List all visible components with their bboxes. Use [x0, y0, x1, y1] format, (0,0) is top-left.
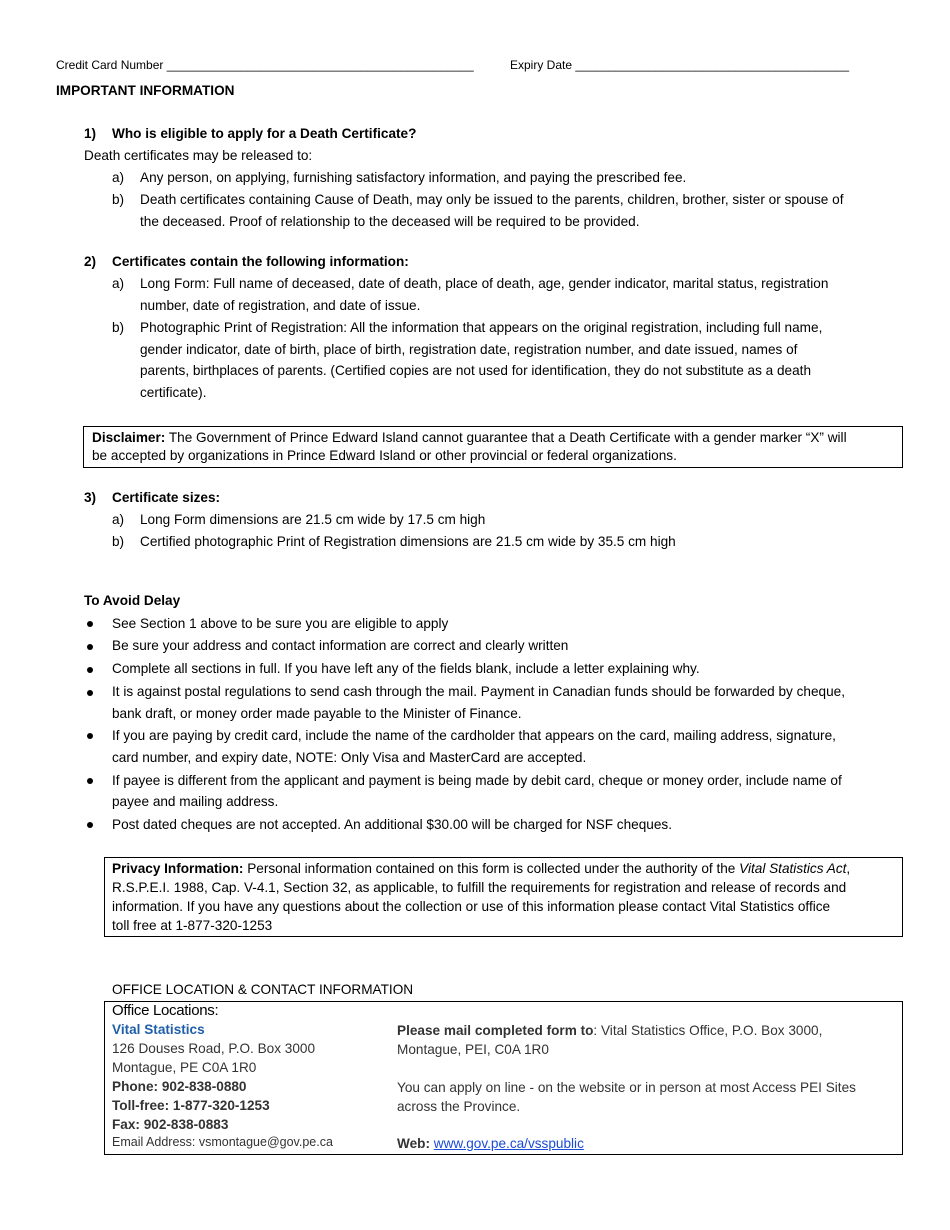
- privacy-text-1: Personal information contained on this form is collected under the authority of the: [243, 861, 740, 876]
- mail-label: Please mail completed form to: [397, 1023, 594, 1038]
- section2-a-line2: number, date of registration, and date of issue.: [140, 298, 421, 313]
- section1-heading: Who is eligible to apply for a Death Certificate?: [112, 126, 417, 141]
- avoid-delay-item-cont: payee and mailing address.: [112, 794, 279, 809]
- web-label: Web:: [397, 1136, 430, 1151]
- expiry-label: Expiry Date: [510, 58, 573, 72]
- office-address-line1: 126 Douses Road, P.O. Box 3000: [112, 1041, 316, 1056]
- office-email: Email Address: vsmontague@gov.pe.ca: [112, 1135, 333, 1149]
- avoid-delay-item: Complete all sections in full. If you have left any of the fields blank, include a letter explaining why.: [112, 661, 700, 676]
- avoid-delay-item-cont: card number, and expiry date, NOTE: Only Visa and MasterCard are accepted.: [112, 750, 587, 765]
- expiry-field: [510, 56, 849, 74]
- expiry-line[interactable]: _________________________________________: [575, 58, 850, 72]
- privacy-line2: R.S.P.E.I. 1988, Cap. V-4.1, Section 32, as applicable, to fulfill the requirements for registration and release of records and: [112, 880, 847, 895]
- office-name: Vital Statistics: [112, 1022, 205, 1037]
- section2-b-line3: parents, birthplaces of parents. (Certified copies are not used for identification, they do not substitute as a death: [140, 363, 812, 378]
- section2-number: 2): [84, 254, 97, 269]
- credit-card-label: Credit Card Number: [56, 58, 164, 72]
- disclaimer-text-1: The Government of Prince Edward Island cannot guarantee that a Death Certificate with a gender marker “X” will: [165, 430, 847, 445]
- section3-a-text: Long Form dimensions are 21.5 cm wide by 17.5 cm high: [140, 512, 486, 527]
- bullet-icon: [87, 690, 93, 696]
- section3-b-marker: b): [112, 534, 125, 549]
- privacy-text-1-end: ,: [846, 861, 851, 876]
- avoid-delay-item: See Section 1 above to be sure you are eligible to apply: [112, 616, 449, 631]
- credit-card-line[interactable]: ______________________________________________: [166, 58, 474, 72]
- section2-b-line2: gender indicator, date of birth, place of birth, registration date, registration number, and date issued, names of: [140, 342, 798, 357]
- credit-card-field: [56, 56, 474, 74]
- section2-a-line1: Long Form: Full name of deceased, date of death, place of death, age, gender indicator, marital status, registration: [140, 276, 829, 291]
- section2-heading: Certificates contain the following information:: [112, 254, 409, 269]
- section1-b-marker: b): [112, 192, 125, 207]
- avoid-delay-item: Be sure your address and contact information are correct and clearly written: [112, 638, 569, 653]
- avoid-delay-item: It is against postal regulations to send cash through the mail. Payment in Canadian funds should be forwarded by cheque,: [112, 684, 846, 699]
- mail-line2: Montague, PEI, C0A 1R0: [397, 1042, 549, 1057]
- avoid-delay-item: If you are paying by credit card, include the name of the cardholder that appears on the card, mailing address, signature,: [112, 728, 836, 743]
- disclaimer-label: Disclaimer:: [92, 430, 166, 445]
- bullet-icon: [87, 644, 93, 650]
- disclaimer-line1: [92, 429, 847, 447]
- bullet-icon: [87, 733, 93, 739]
- mail-line1: [397, 1022, 822, 1040]
- section1-a-marker: a): [112, 170, 125, 185]
- office-heading: OFFICE LOCATION & CONTACT INFORMATION: [112, 982, 414, 997]
- office-locations-title: Office Locations:: [112, 1002, 219, 1019]
- section1-intro: Death certificates may be released to:: [84, 148, 313, 163]
- section2-b-line1: Photographic Print of Registration: All the information that appears on the original registration, including full name,: [140, 320, 823, 335]
- bullet-icon: [87, 621, 93, 627]
- online-line1: You can apply on line - on the website or in person at most Access PEI Sites: [397, 1080, 856, 1095]
- section3-heading: Certificate sizes:: [112, 490, 221, 505]
- section1-b-line2: the deceased. Proof of relationship to the deceased will be required to be provided.: [140, 214, 640, 229]
- bullet-icon: [87, 778, 93, 784]
- section2-b-line4: certificate).: [140, 385, 207, 400]
- section2-b-marker: b): [112, 320, 125, 335]
- web-line: [397, 1135, 584, 1153]
- office-fax: Fax: 902-838-0883: [112, 1117, 229, 1132]
- privacy-label: Privacy Information:: [112, 861, 244, 876]
- avoid-delay-item: Post dated cheques are not accepted. An additional $30.00 will be charged for NSF cheques.: [112, 817, 672, 832]
- avoid-delay-heading: To Avoid Delay: [84, 593, 181, 608]
- section1-b-line1: Death certificates containing Cause of Death, may only be issued to the parents, children, brother, sister or spouse of: [140, 192, 844, 207]
- bullet-icon: [87, 667, 93, 673]
- mail-address-1: : Vital Statistics Office, P.O. Box 3000,: [593, 1023, 823, 1038]
- avoid-delay-item-cont: bank draft, or money order made payable to the Minister of Finance.: [112, 706, 522, 721]
- section1-a-text: Any person, on applying, furnishing satisfactory information, and paying the prescribed fee.: [140, 170, 687, 185]
- privacy-line1: [112, 860, 850, 878]
- avoid-delay-item: If payee is different from the applicant and payment is being made by debit card, cheque or money order, include name of: [112, 773, 842, 788]
- section3-number: 3): [84, 490, 97, 505]
- online-line2: across the Province.: [397, 1099, 521, 1114]
- important-heading: IMPORTANT INFORMATION: [56, 83, 235, 98]
- office-phone: Phone: 902-838-0880: [112, 1079, 247, 1094]
- privacy-line4: toll free at 1-877-320-1253: [112, 918, 273, 933]
- web-link[interactable]: www.gov.pe.ca/vsspublic: [433, 1136, 584, 1151]
- section3-a-marker: a): [112, 512, 125, 527]
- section3-b-text: Certified photographic Print of Registration dimensions are 21.5 cm wide by 35.5 cm high: [140, 534, 676, 549]
- section2-a-marker: a): [112, 276, 125, 291]
- section1-number: 1): [84, 126, 97, 141]
- disclaimer-line2: be accepted by organizations in Prince Edward Island or other provincial or federal organizations.: [92, 448, 677, 463]
- privacy-line3: information. If you have any questions about the collection or use of this information please contact Vital Statistics office: [112, 899, 831, 914]
- office-tollfree: Toll-free: 1-877-320-1253: [112, 1098, 270, 1113]
- vital-statistics-act: Vital Statistics Act: [739, 861, 847, 876]
- office-address-line2: Montague, PE C0A 1R0: [112, 1060, 257, 1075]
- bullet-icon: [87, 822, 93, 828]
